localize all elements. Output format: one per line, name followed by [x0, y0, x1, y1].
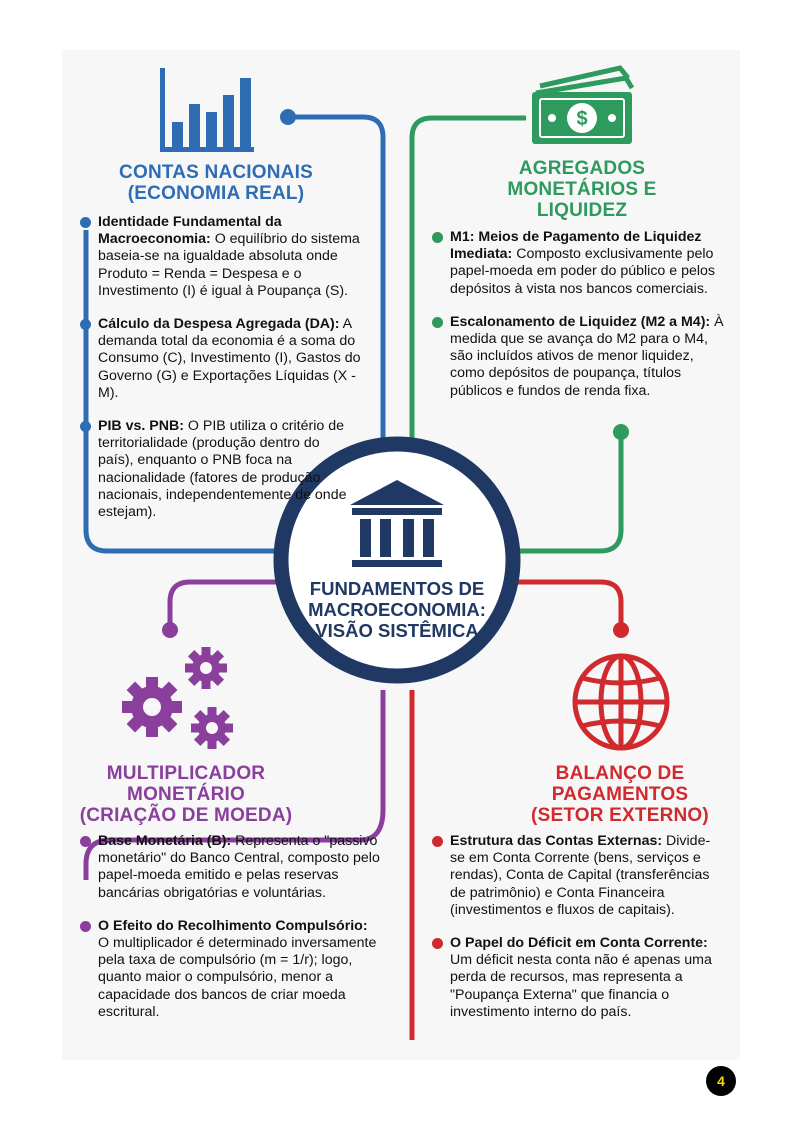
balanco-heading-line: (SETOR EXTERNO): [531, 805, 709, 826]
center-title-line: VISÃO SISTÊMICA: [315, 620, 479, 641]
agregados-heading-line: AGREGADOS: [518, 158, 646, 179]
list-item: [80, 918, 380, 1021]
blue-node: [280, 109, 296, 125]
item-title: O Efeito do Recolhimento Compulsório:: [98, 917, 368, 934]
list-item: [432, 833, 724, 919]
purple-connector-left: [170, 582, 290, 630]
gears-icon: [122, 647, 233, 749]
item-title: Base Monetária (B):: [98, 833, 232, 849]
item-text: O PIB utiliza o critério de territorialidade (produção dentro do país), enquanto o PNB foca na nacionalidade (fatores de produção nacionais, independentemente de onde estejam).: [98, 418, 347, 521]
item-text: O multiplicador é determinado inversamente pela taxa de compulsório (m = 1/r); logo, quanto maior o compulsório, menor a capacidade dos bancos de criar moeda escritural.: [98, 935, 377, 1020]
multiplicador-heading-line: MONETÁRIO: [127, 784, 245, 805]
agregados-heading: [470, 158, 694, 221]
bullet-dot: [432, 232, 443, 243]
money-stack-icon: [532, 68, 632, 144]
multiplicador-heading-line: MULTIPLICADOR: [106, 763, 266, 784]
list-item: [80, 316, 380, 402]
svg-text:$: $: [576, 108, 588, 130]
multiplicador-list: [80, 833, 380, 1037]
red-node: [613, 622, 629, 638]
center-title-line: MACROECONOMIA:: [308, 599, 486, 620]
green-node: [613, 424, 629, 440]
bullet-dot: [80, 921, 91, 932]
list-item: [432, 229, 724, 298]
list-item: [80, 214, 380, 300]
red-connector-right: [505, 582, 621, 630]
contas-heading-line: CONTAS NACIONAIS: [119, 162, 313, 183]
item-text: À medida que se avança do M2 para o M4, são incluídos ativos de menor liquidez, como depósitos de poupança, títulos públicos e fundos de renda fixa.: [450, 313, 724, 399]
agregados-heading-line: LIQUIDEZ: [536, 200, 628, 221]
bullet-dot: [432, 836, 443, 847]
balanco-heading-line: BALANÇO DE: [555, 763, 685, 784]
item-text: Divide-se em Conta Corrente (bens, serviços e rendas), Conta de Capital (transferências de patrimônio) e Conta Financeira (investimentos e fluxos de capitais).: [450, 833, 711, 918]
balanco-heading-line: PAGAMENTOS: [551, 784, 689, 805]
center-title-line: FUNDAMENTOS DE: [309, 578, 485, 599]
center-title: [280, 578, 514, 641]
bullet-dot: [80, 217, 91, 228]
item-title: Cálculo da Despesa Agregada (DA):: [98, 316, 340, 333]
contas-heading: [96, 162, 336, 204]
item-text: O equilíbrio do sistema baseia-se na igualdade absoluta onde Produto = Renda = Despesa e o Investimento (I) é igual à Poupança (S).: [98, 231, 360, 299]
contas-heading-line: (ECONOMIA REAL): [127, 183, 305, 204]
item-text: Composto exclusivamente pelo papel-moeda em poder do público e pelos depósitos à vista nos bancos comerciais.: [450, 246, 716, 297]
item-title: Estrutura das Contas Externas:: [450, 833, 663, 849]
item-text: Um déficit nesta conta não é apenas uma perda de recursos, mas representa a "Poupança Externa" que financia o investimento interno do país.: [450, 952, 712, 1020]
item-text: Representa o "passivo monetário" do Banco Central, composto pelo papel-moeda emitido e pelas reservas bancárias obrigatórias e voluntárias.: [98, 833, 380, 901]
agregados-heading-line: MONETÁRIOS E: [507, 179, 657, 200]
bullet-dot: [80, 319, 91, 330]
globe-icon: [575, 656, 667, 748]
list-item: [80, 833, 380, 902]
item-title: O Papel do Déficit em Conta Corrente:: [450, 935, 708, 952]
multiplicador-heading-line: (CRIAÇÃO DE MOEDA): [79, 805, 293, 826]
item-title: M1: Meios de Pagamento de Liquidez Imediata:: [450, 229, 702, 263]
bar-chart-icon: [160, 68, 254, 152]
list-item: [80, 418, 358, 521]
item-title: Identidade Fundamental da Macroeconomia:: [98, 214, 282, 248]
bullet-dot: [80, 836, 91, 847]
bullet-dot: [432, 317, 443, 328]
bullet-dot: [432, 938, 443, 949]
purple-node: [162, 622, 178, 638]
green-connector-right: [505, 432, 621, 551]
list-item: [432, 935, 724, 1021]
list-item: [432, 314, 724, 400]
page-number: 4: [706, 1066, 736, 1096]
bullet-dot: [80, 421, 91, 432]
balanco-list: [432, 833, 724, 1037]
balanco-heading: [500, 763, 740, 826]
contas-list: [80, 214, 380, 537]
item-title: PIB vs. PNB:: [98, 418, 184, 435]
item-title: Escalonamento de Liquidez (M2 a M4):: [450, 313, 711, 330]
multiplicador-heading: [66, 763, 306, 826]
agregados-list: [432, 229, 724, 416]
item-text: A demanda total da economia é a soma do Consumo (C), Investimento (I), Gastos do Governo (G) e Exportações Líquidas (X - M).: [98, 316, 361, 401]
